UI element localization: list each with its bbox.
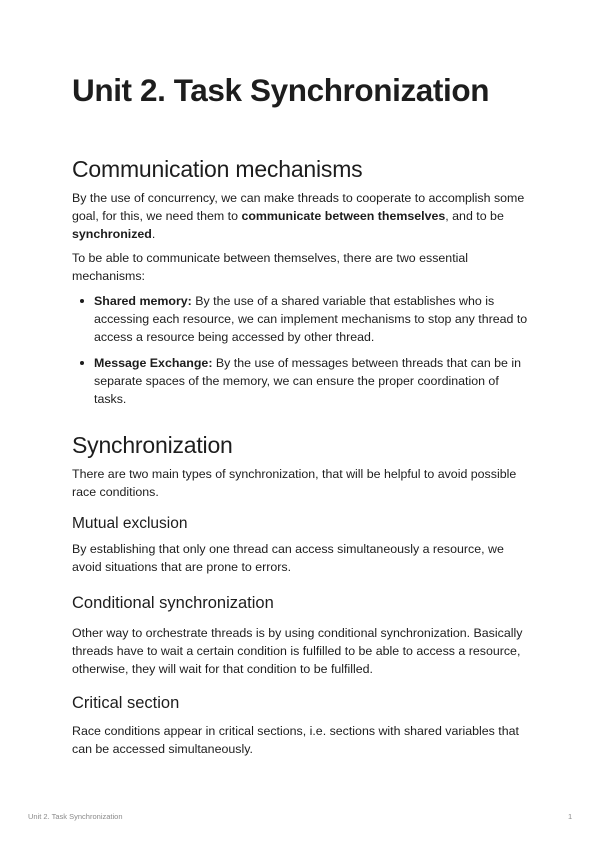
list-item-term: Message Exchange: <box>94 356 213 370</box>
communication-p1-bold-communicate: communicate between themselves <box>241 209 446 223</box>
section-heading-communication: Communication mechanisms <box>72 156 363 182</box>
communication-p1-text-mid: , and to be <box>445 209 504 223</box>
synchronization-paragraph: There are two main types of synchronization, that will be helpful to avoid possible race conditions. <box>72 467 517 499</box>
footer-page-number: 1 <box>568 812 573 821</box>
bullet-icon <box>80 299 84 303</box>
communication-paragraph-1 <box>72 189 532 243</box>
footer-document-title: Unit 2. Task Synchronization <box>28 812 123 821</box>
section-heading-synchronization: Synchronization <box>72 432 233 458</box>
list-item-message-exchange <box>72 354 532 408</box>
communication-p1-bold-synchronized: synchronized <box>72 227 152 241</box>
mechanisms-list <box>72 292 532 408</box>
subheading-mutual-exclusion: Mutual exclusion <box>72 515 188 532</box>
bullet-icon <box>80 361 84 365</box>
communication-p1-text-end: . <box>151 227 156 241</box>
list-item-text: By the use of messages between threads that can be in separate spaces of the memory, we can ensure the proper coordination of tasks. <box>94 356 522 406</box>
list-item-term: Shared memory: <box>94 294 192 308</box>
communication-paragraph-2: To be able to communicate between themselves, there are two essential mechanisms: <box>72 251 469 283</box>
list-item-text: By the use of a shared variable that establishes who is accessing each resource, we can implement mechanisms to stop any thread to access a resource being accessed by other thread. <box>94 294 528 344</box>
list-item-shared-memory <box>72 292 532 346</box>
subheading-critical-section: Critical section <box>72 694 180 712</box>
critical-section-paragraph: Race conditions appear in critical sections, i.e. sections with shared variables that can be accessed simultaneously. <box>72 724 519 756</box>
mutual-exclusion-paragraph: By establishing that only one thread can access simultaneously a resource, we avoid situations that are prone to errors. <box>72 542 504 574</box>
page-title: Unit 2. Task Synchronization <box>72 72 490 108</box>
communication-p1-text-start: By the use of concurrency, we can make threads to cooperate to accomplish some goal, for this, we need them to <box>72 191 525 223</box>
conditional-synchronization-paragraph: Other way to orchestrate threads is by using conditional synchronization. Basically threads have to wait a certain condition is fulfilled to be able to access a resource, otherwise, they will wait for that condition to be fulfilled. <box>72 626 523 676</box>
subheading-conditional-synchronization: Conditional synchronization <box>72 594 274 612</box>
